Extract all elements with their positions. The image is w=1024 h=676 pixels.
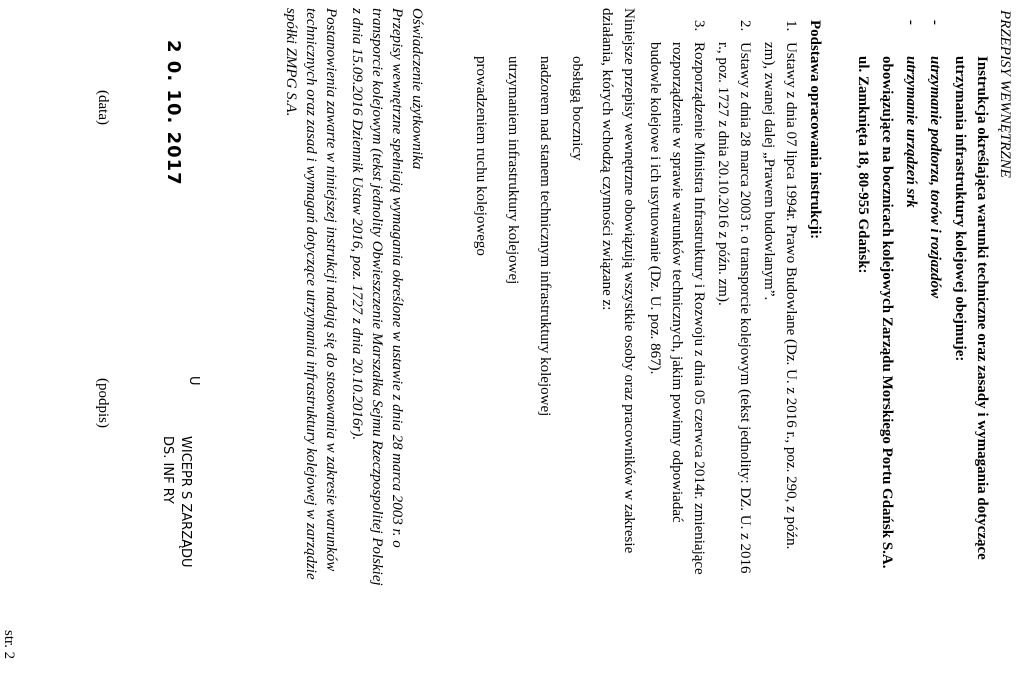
declaration-p2-line-2: technicznych oraz zasad i wymagań dotyczące utrzymania infrastruktury kolejowej w zarządzie <box>303 8 319 580</box>
basis-2-line-1: Ustawy z dnia 28 marca 2003 r. o transporcie kolejowym (tekst jednolity: DZ. U. z 2016 <box>737 42 753 574</box>
basis-num-3: 3. <box>691 20 707 32</box>
intro-item-2: utrzymanie urządzeń srk <box>903 56 919 208</box>
applicability-line-1: Niniejsze przepisy wewnętrzne obowiązują wszystkie osoby oraz pracowników w zakresie <box>621 8 637 554</box>
applicability-item-3: utrzymaniem infrastruktury kolejowej <box>505 56 521 285</box>
applicability-item-2: nadzorem nad stanem technicznym infrastruktury kolejowej <box>537 56 553 417</box>
applicability-line-2: działania, których wchodzą czynności związane z: <box>599 8 615 311</box>
declaration-heading: Oświadczenie użytkownika <box>409 8 425 170</box>
date-stamp: 2 0. 10. 2017 <box>163 40 184 186</box>
basis-2-line-2: r., poz. 1727 z dnia 20.10.2016 z późn. zm). <box>715 42 731 306</box>
scope-line-1: obowiązujące na bocznicach kolejowych Zarządu Morskiego Portu Gdańsk S.A. <box>879 56 895 569</box>
basis-3-line-2: rozporządzenie w sprawie warunków technicznych, jakim powinny odpowiadać <box>669 42 685 523</box>
doc-header: PRZEPISY WEWNĘTRZNE <box>997 10 1013 178</box>
intro-item-1: utrzymanie podtorza, torów i rozjazdów <box>927 56 943 299</box>
stamp-line-1: WICEPR S ZARZĄDU <box>178 436 193 568</box>
basis-heading: Podstawa opracowania instrukcji: <box>807 20 823 240</box>
stamp-line-2: DS. INF RY <box>160 436 175 504</box>
dash-2: - <box>903 20 919 25</box>
basis-1-line-1: Ustawy z dnia 07 lipca 1994r. Prawo Budowlane (Dz. U. z 2016 r., poz. 290, z późn. <box>783 42 799 550</box>
basis-3-line-3: budowle kolejowe i ich usytuowanie (Dz. U. poz. 867). <box>647 42 663 375</box>
basis-num-2: 2. <box>737 20 753 32</box>
basis-1-line-2: zm), zwanej dalej „Prawem budowlanym”. <box>761 42 777 301</box>
declaration-p2-line-1: Postanowienia zawarte w niniejszej instrukcji nadają się do stosowania w zakresie warunków <box>323 8 339 572</box>
basis-num-1: 1. <box>783 20 799 32</box>
declaration-p2-line-3: spółki ZMPG S.A. <box>283 8 299 117</box>
applicability-item-1: obsługą bocznicy <box>569 56 585 161</box>
declaration-p1-line-3: z dnia 15.09.2016 Dziennik Ustaw 2016, poz. 1727 z dnia 20.10.2016r). <box>349 8 365 441</box>
page-number: str. 2 <box>1 630 17 660</box>
stamp-u: U <box>186 376 201 386</box>
intro-line-1: Instrukcja określająca warunki techniczne oraz zasady i wymagania dotyczące <box>974 56 990 560</box>
signature-label: (podpis) <box>95 378 111 428</box>
basis-3-line-1: Rozporządzenie Ministra Infrastruktury i Rozwoju z dnia 05 czerwca 2014r. zmieniające <box>691 42 707 575</box>
dash-1: - <box>927 20 943 25</box>
intro-line-2: utrzymania infrastruktury kolejowej obejmuje: <box>952 56 968 362</box>
scope-line-2: ul. Zamknięta 18, 80-955 Gdańsk: <box>855 56 871 274</box>
declaration-p1-line-1: Przepisy wewnętrzne spełniają wymagania określone w ustawie z dnia 28 marca 2003 r. o <box>389 8 405 548</box>
applicability-item-4: prowadzeniem ruchu kolejowego <box>473 56 489 256</box>
declaration-p1-line-2: transporcie kolejowym (tekst jednolity Obwieszczenie Marszałka Sejmu Rzeczpospolitej Polskiej <box>369 8 385 586</box>
date-label: (data) <box>95 90 111 125</box>
